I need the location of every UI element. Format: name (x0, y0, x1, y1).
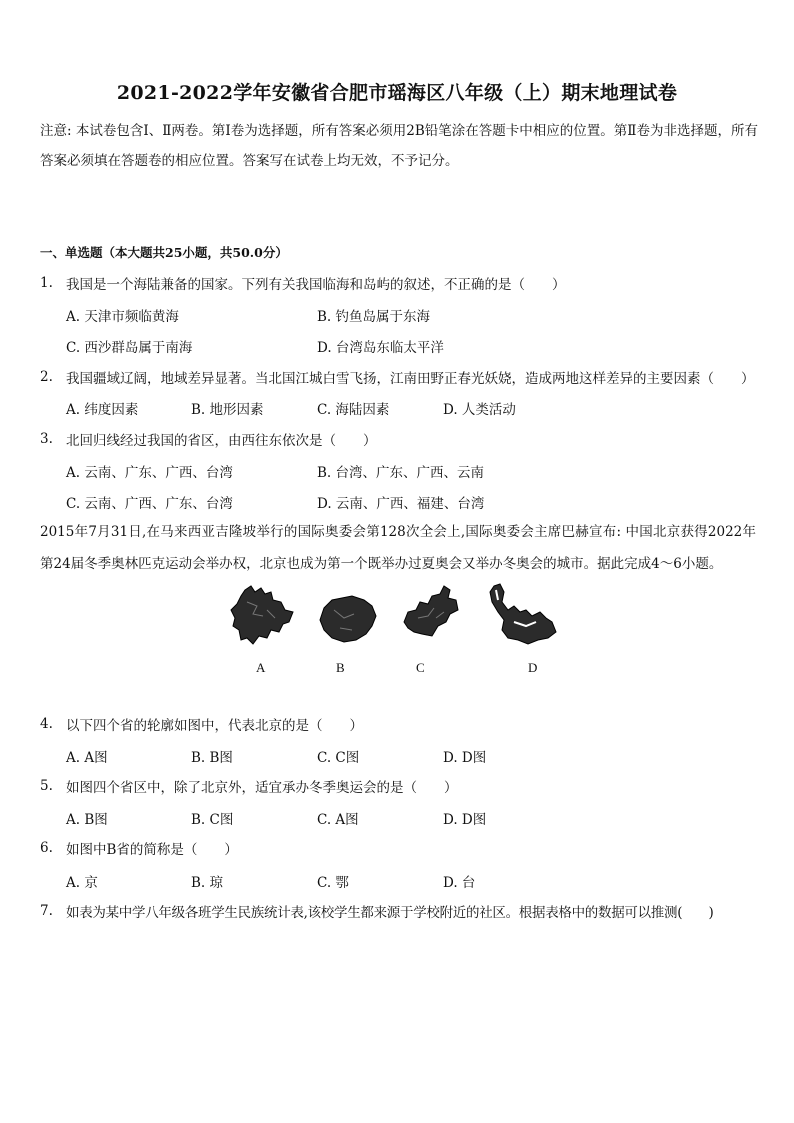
question-6-option-d: D. 台 (443, 875, 476, 891)
province-outline-figure (222, 582, 562, 652)
question-1-option-c: C. 西沙群岛属于南海 (66, 340, 193, 356)
question-4-text: 以下四个省的轮廓如图中，代表北京的是（ ） (66, 718, 363, 734)
question-5-option-a: A. B图 (66, 812, 108, 828)
figure-label-c: C (416, 660, 425, 675)
question-1-option-b: B. 钓鱼岛属于东海 (317, 309, 431, 325)
question-1-option-d: D. 台湾岛东临太平洋 (317, 340, 444, 356)
question-1-number: 1. (40, 275, 53, 291)
figure-label-a: A (256, 660, 266, 675)
question-6-option-b: B. 琼 (191, 875, 224, 891)
question-3-option-c: C. 云南、广西、广东、台湾 (66, 496, 233, 512)
question-4-number: 4. (40, 716, 53, 732)
question-1-option-a: A. 天津市频临黄海 (66, 309, 179, 325)
question-5-option-d: D. D图 (443, 812, 487, 828)
question-6-option-c: C. 鄂 (317, 875, 349, 891)
question-3-option-a: A. 云南、广东、广西、台湾 (66, 465, 233, 481)
question-3-option-d: D. 云南、广西、福建、台湾 (317, 496, 485, 512)
question-3-option-b: B. 台湾、广东、广西、云南 (317, 465, 485, 481)
question-2-text: 我国疆域辽阔，地域差异显著。当北国江城白雪飞扬，江南田野正春光妖娆，造成两地这样差异的主要因素（ ） (66, 371, 755, 387)
figure-label-d: D (528, 660, 538, 675)
question-6-text: 如图中B省的简称是（ ） (66, 842, 238, 858)
question-3-number: 3. (40, 431, 53, 447)
province-outline-c (398, 582, 464, 648)
question-2-option-d: D. 人类活动 (443, 402, 516, 418)
reading-passage: 2015年7月31日,在马来西亚吉隆坡举行的国际奥委会第128次全会上,国际奥委会主席巴赫宣布: 中国北京获得2022年第24届冬季奥林匹克运动会举办权，北京也成为第一个既举办过夏奥会又举办冬奥会的城市。据此完成4～6小题。 (40, 524, 756, 572)
exam-notice: 注意: 本试卷包含Ⅰ、Ⅱ两卷。第Ⅰ卷为选择题，所有答案必须用2B铅笔涂在答题卡中相应的位置。第Ⅱ卷为非选择题，所有答案必须填在答题卷的相应位置。答案写在试卷上均无效，不予记分。 (40, 123, 758, 169)
province-outline-b (314, 588, 380, 648)
province-outline-a (227, 582, 297, 650)
question-1-text: 我国是一个海陆兼备的国家。下列有关我国临海和岛屿的叙述，不正确的是（ ） (66, 277, 566, 293)
question-2-option-a: A. 纬度因素 (66, 402, 139, 418)
question-6-option-a: A. 京 (66, 875, 98, 891)
question-7-text: 如表为某中学八年级各班学生民族统计表,该校学生都来源于学校附近的社区。根据表格中的数据可以推测( ) (66, 905, 714, 921)
question-2-option-b: B. 地形因素 (191, 402, 264, 418)
question-6-number: 6. (40, 840, 53, 856)
question-5-option-c: C. A图 (317, 812, 359, 828)
question-5-option-b: B. C图 (191, 812, 234, 828)
question-7-number: 7. (40, 903, 53, 919)
question-2-number: 2. (40, 369, 53, 385)
question-2-option-c: C. 海陆因素 (317, 402, 390, 418)
figure-label-b: B (336, 660, 345, 675)
question-4-option-d: D. D图 (443, 750, 487, 766)
question-5-number: 5. (40, 778, 53, 794)
exam-title: 2021-2022学年安徽省合肥市瑶海区八年级（上）期末地理试卷 (116, 82, 678, 104)
province-outline-d (484, 582, 566, 650)
question-4-option-a: A. A图 (66, 750, 108, 766)
question-4-option-c: C. C图 (317, 750, 360, 766)
question-5-text: 如图四个省区中，除了北京外，适宜承办冬季奥运会的是（ ） (66, 780, 458, 796)
section-heading: 一、单选题（本大题共25小题，共50.0分） (40, 245, 288, 260)
question-3-text: 北回归线经过我国的省区，由西往东依次是（ ） (66, 433, 377, 449)
question-4-option-b: B. B图 (191, 750, 233, 766)
